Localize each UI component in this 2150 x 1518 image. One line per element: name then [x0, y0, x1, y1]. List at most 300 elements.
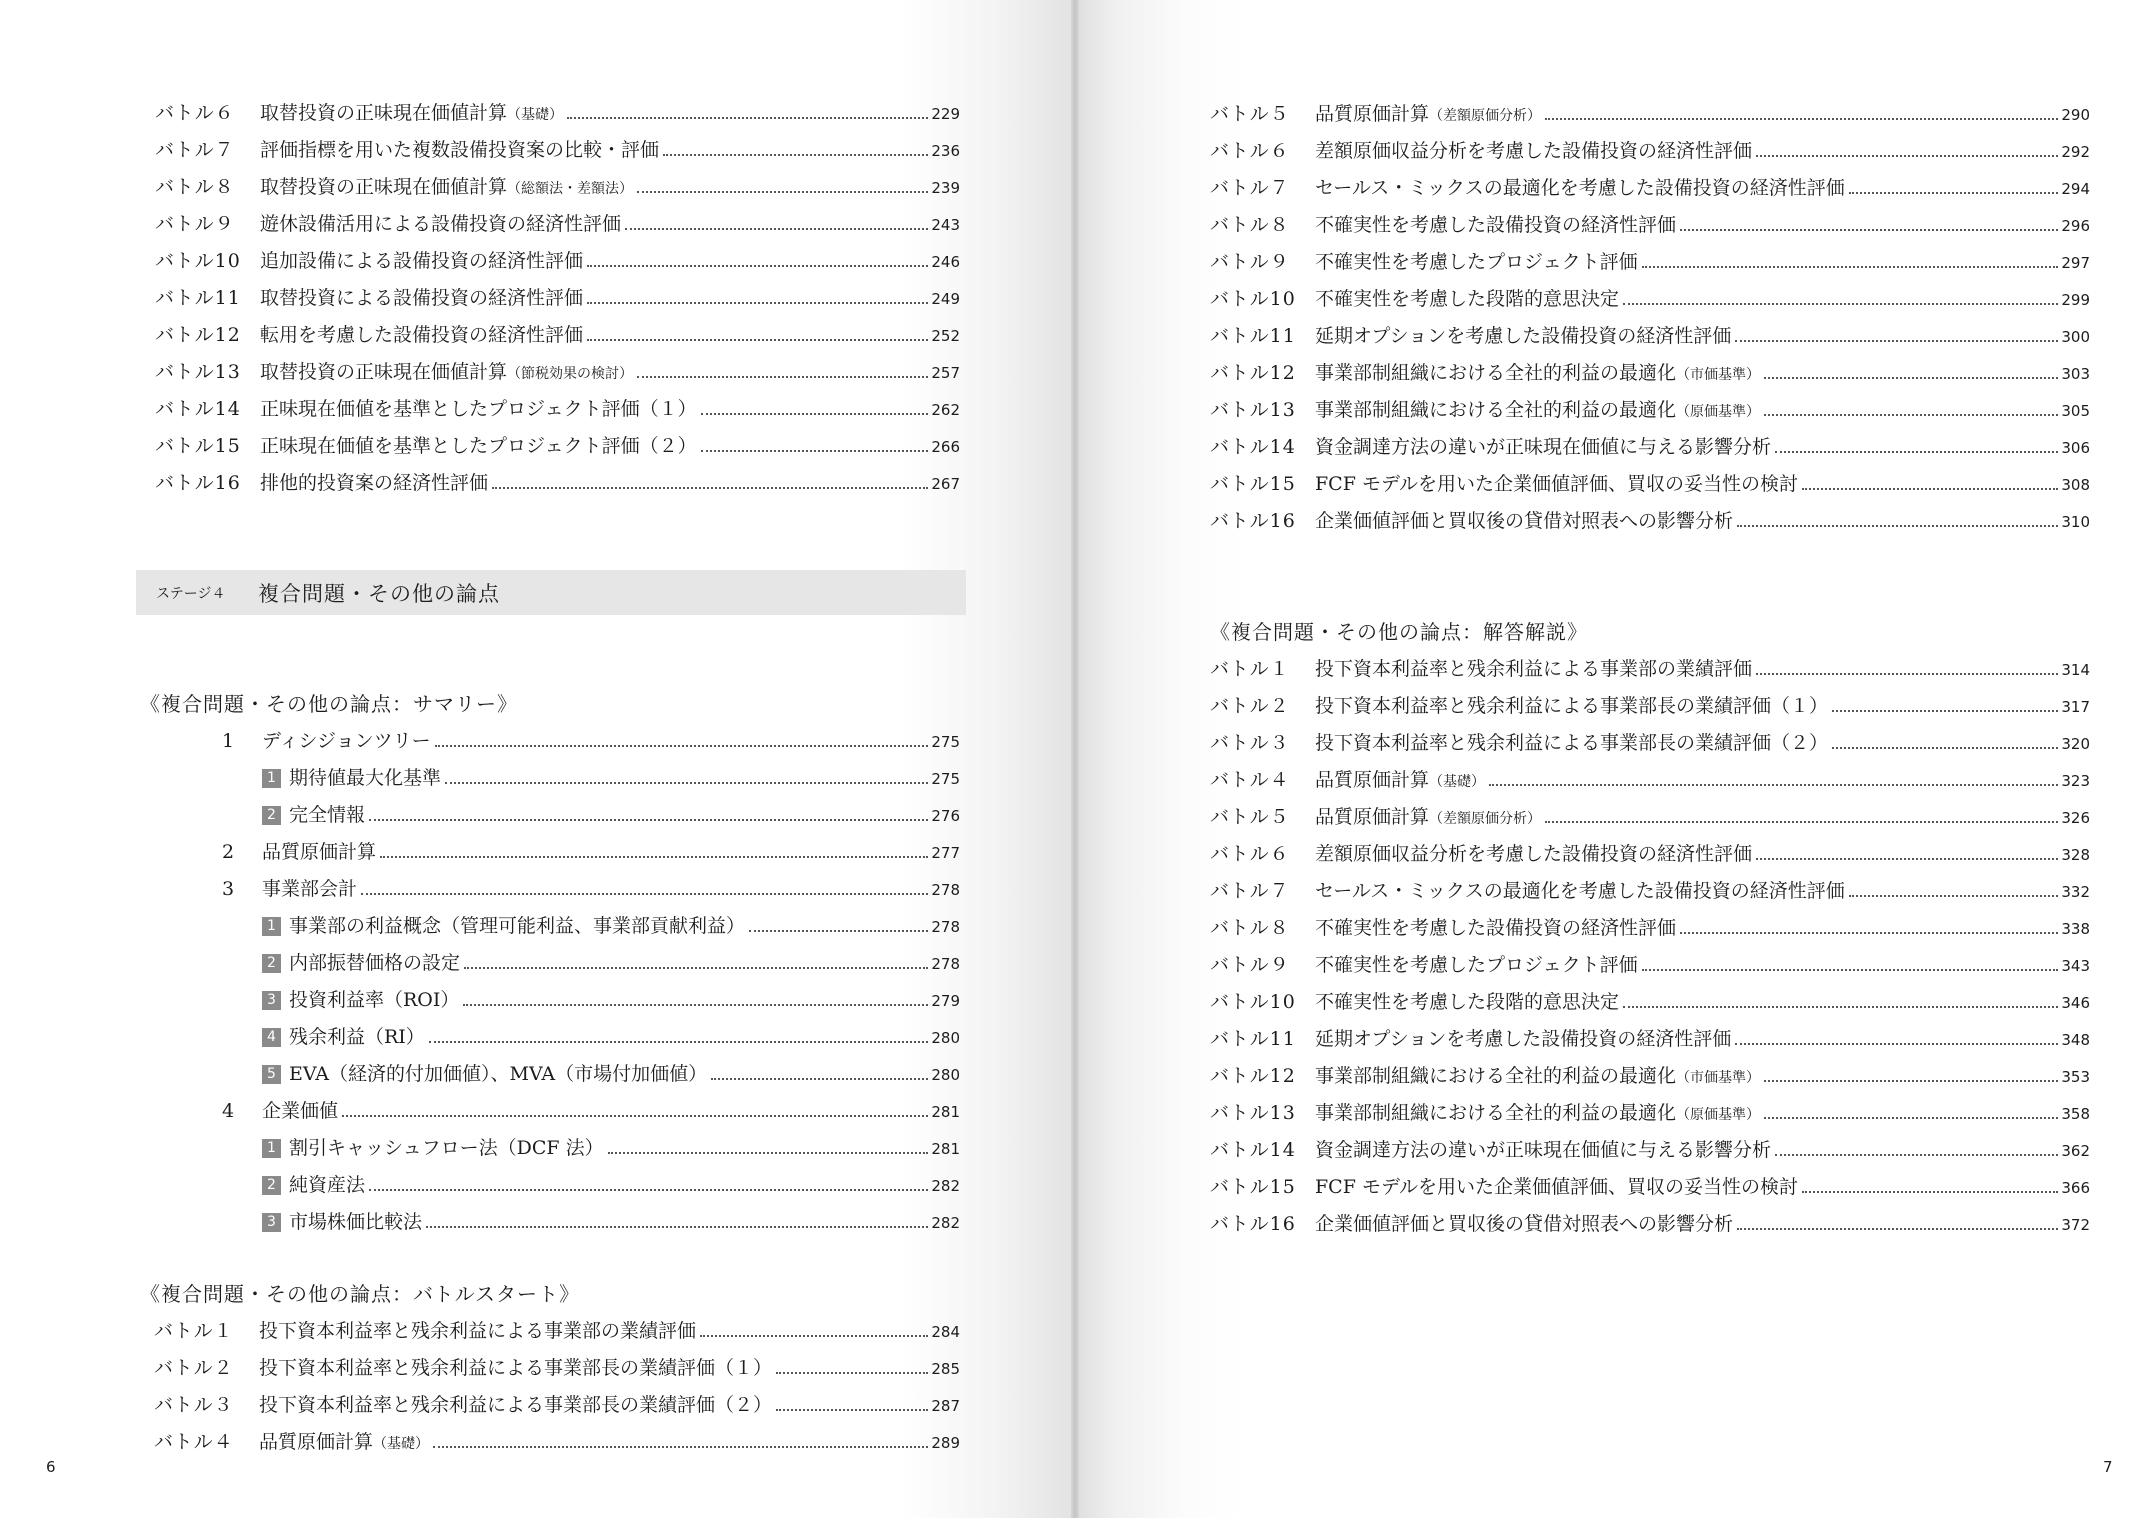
dot-leader: [1764, 1117, 2058, 1119]
section-number: 4: [222, 1100, 235, 1122]
page-ref: 310: [2061, 513, 2090, 531]
toc-battle-entry: [1210, 947, 2090, 984]
page-ref: 348: [2061, 1031, 2090, 1049]
dot-leader: [1737, 525, 2058, 527]
toc-battle-entry: [1210, 355, 2090, 392]
toc-summary-entry: [140, 760, 960, 797]
toc-battle-entry: [1210, 170, 2090, 207]
entry-title: [259, 1313, 696, 1350]
entry-title-text: 取替投資の正味現在価値計算: [260, 361, 508, 383]
entry-title: [1315, 96, 1541, 135]
dot-leader: [1764, 377, 2058, 379]
page-ref: 289: [931, 1434, 960, 1452]
dot-leader: [701, 413, 929, 415]
toc-battle-entry: [1210, 1132, 2090, 1169]
subsection-number-badge: 1: [262, 917, 281, 936]
page-number-left: 6: [46, 1458, 56, 1476]
dot-leader: [492, 487, 928, 489]
answers-list: [1210, 651, 2090, 1243]
page-ref: 239: [931, 179, 960, 197]
entry-title: [260, 280, 583, 317]
page-ref: 366: [2061, 1179, 2090, 1197]
entry-note: （基礎）: [1429, 774, 1486, 790]
entry-title: [1315, 429, 1771, 466]
page-ref: 277: [931, 844, 960, 862]
page-ref: 326: [2061, 809, 2090, 827]
entry-title: [1315, 170, 1845, 207]
toc-summary-entry: [140, 1167, 960, 1204]
toc-battle-entry: [155, 317, 960, 354]
page-ref: 308: [2061, 476, 2090, 494]
toc-summary-entry: [140, 1204, 960, 1241]
dot-leader: [587, 265, 928, 267]
page-ref: 299: [2061, 291, 2090, 309]
battle-start-list: [140, 1313, 960, 1461]
page-ref: 252: [931, 327, 960, 345]
toc-battle-entry: [155, 95, 960, 132]
dot-leader: [1849, 192, 2059, 194]
toc-battle-entry: [1210, 466, 2090, 503]
entry-title-text: 不確実性を考慮した設備投資の経済性評価: [1315, 214, 1677, 236]
dot-leader: [637, 191, 928, 193]
entry-title: [260, 206, 621, 243]
battle-label: バトル８: [1210, 917, 1290, 939]
page-ref: 353: [2061, 1068, 2090, 1086]
subsection-number-badge: 4: [262, 1028, 281, 1047]
toc-battle-entry: [1210, 910, 2090, 947]
battle-label: バトル11: [1210, 325, 1296, 347]
entry-note: （市価基準）: [1676, 1070, 1761, 1086]
entry-title-text: 差額原価収益分析を考慮した設備投資の経済性評価: [1315, 140, 1753, 162]
page-ref: 358: [2061, 1105, 2090, 1123]
dot-leader: [369, 819, 928, 821]
entry-title: 品質原価計算: [262, 841, 377, 863]
entry-title-text: 取替投資の正味現在価値計算: [260, 102, 508, 124]
subsection-number-badge: 3: [262, 1213, 281, 1232]
entry-title-text: 企業価値評価と買収後の貸借対照表への影響分析: [1315, 510, 1734, 532]
entry-title: [1315, 207, 1676, 244]
entry-title: [1315, 688, 1828, 725]
entry-title-text: 取替投資の正味現在価値計算: [260, 176, 508, 198]
subsection-number-badge: 2: [262, 954, 281, 973]
toc-battle-entry: [155, 280, 960, 317]
entry-title-text: セールス・ミックスの最適化を考慮した設備投資の経済性評価: [1315, 177, 1845, 199]
entry-title: 企業価値: [262, 1100, 339, 1122]
dot-leader: [1735, 340, 2058, 342]
battle-label: バトル15: [1210, 1176, 1296, 1198]
entry-title: [1315, 799, 1541, 838]
toc-battle-entry: [155, 206, 960, 243]
entry-title-text: 延期オプションを考慮した設備投資の経済性評価: [1315, 325, 1732, 347]
entry-title-text: 正味現在価値を基準としたプロジェクト評価（１）: [260, 398, 697, 420]
subsection-number-badge: 1: [262, 1139, 281, 1158]
toc-battle-entry: [155, 243, 960, 280]
dot-leader: [361, 893, 928, 895]
battle-label: バトル４: [154, 1431, 234, 1453]
dot-leader: [663, 154, 928, 156]
entry-title: [1315, 244, 1638, 281]
dot-leader: [567, 117, 928, 119]
page-ref: 266: [931, 438, 960, 456]
entry-title-text: 品質原価計算: [259, 1431, 374, 1453]
dot-leader: [1489, 784, 2058, 786]
right-battle-list: [1210, 96, 2090, 540]
battle-label: バトル７: [1210, 880, 1290, 902]
stage-title: 複合問題・その他の論点: [258, 581, 500, 606]
dot-leader: [380, 856, 928, 858]
subsection-number-badge: 2: [262, 806, 281, 825]
page-ref: 281: [931, 1140, 960, 1158]
answers-heading: 《複合問題・その他の論点：解答解説》: [1210, 620, 1588, 644]
battle-label: バトル６: [155, 102, 235, 124]
toc-battle-entry: [1210, 1021, 2090, 1058]
page-ref: 280: [931, 1029, 960, 1047]
toc-summary-entry: [140, 834, 960, 871]
entry-title-text: 事業部制組織における全社的利益の最適化: [1315, 1065, 1677, 1087]
dot-leader: [608, 1152, 929, 1154]
page-ref: 275: [931, 733, 960, 751]
page-ref: 346: [2061, 994, 2090, 1012]
toc-battle-entry: [140, 1350, 960, 1387]
page-ref: 305: [2061, 402, 2090, 420]
toc-summary-entry: [140, 1093, 960, 1130]
toc-battle-entry: [155, 354, 960, 391]
toc-battle-entry: [1210, 725, 2090, 762]
toc-battle-entry: [1210, 392, 2090, 429]
page-ref: 267: [931, 475, 960, 493]
battle-label: バトル２: [154, 1357, 234, 1379]
entry-title-text: 投下資本利益率と残余利益による事業部の業績評価: [259, 1320, 697, 1342]
entry-title-text: 排他的投資案の経済性評価: [260, 472, 489, 494]
entry-title: 期待値最大化基準: [289, 767, 442, 789]
dot-leader: [342, 1115, 928, 1117]
toc-battle-entry: [1210, 429, 2090, 466]
entry-title: [1315, 318, 1731, 355]
battle-label: バトル６: [1210, 843, 1290, 865]
toc-battle-entry: [1210, 688, 2090, 725]
entry-title: [1315, 947, 1638, 984]
toc-summary-entry: [140, 1056, 960, 1093]
toc-summary-entry: [140, 797, 960, 834]
page-ref: 229: [931, 105, 960, 123]
entry-title-text: 差額原価収益分析を考慮した設備投資の経済性評価: [1315, 843, 1753, 865]
entry-title: 事業部の利益概念（管理可能利益、事業部貢献利益）: [289, 915, 746, 937]
battle-label: バトル10: [1210, 288, 1296, 310]
entry-title-text: 不確実性を考慮した段階的意思決定: [1315, 991, 1620, 1013]
page-ref: 317: [2061, 698, 2090, 716]
book-gutter: [1071, 0, 1079, 1518]
entry-title: [1315, 355, 1760, 394]
entry-title: [1315, 503, 1733, 540]
toc-summary-entry: [140, 982, 960, 1019]
toc-summary-entry: [140, 945, 960, 982]
entry-title-text: 品質原価計算: [1315, 769, 1430, 791]
section-number: 3: [222, 878, 235, 900]
toc-battle-entry: [1210, 799, 2090, 836]
entry-title: [260, 169, 633, 208]
page-ref: 257: [931, 364, 960, 382]
page-ref: 372: [2061, 1216, 2090, 1234]
page-ref: 285: [931, 1360, 960, 1378]
page-ref: 332: [2061, 883, 2090, 901]
battle-label: バトル12: [155, 324, 241, 346]
dot-leader: [711, 1078, 928, 1080]
entry-note: （差額原価分析）: [1429, 108, 1542, 124]
battle-label: バトル15: [155, 435, 241, 457]
battle-label: バトル16: [1210, 1213, 1296, 1235]
entry-title: [1315, 910, 1676, 947]
dot-leader: [700, 1335, 928, 1337]
page-ref: 284: [931, 1323, 960, 1341]
page-ref: 278: [931, 918, 960, 936]
entry-title: [260, 243, 583, 280]
entry-note: （原価基準）: [1676, 404, 1761, 420]
dot-leader: [587, 302, 928, 304]
battle-label: バトル16: [1210, 510, 1296, 532]
dot-leader: [701, 450, 929, 452]
page-number-right: 7: [2103, 1458, 2113, 1476]
dot-leader: [433, 1446, 928, 1448]
toc-battle-entry: [155, 169, 960, 206]
battle-label: バトル４: [1210, 769, 1290, 791]
toc-summary-entry: [140, 908, 960, 945]
toc-battle-entry: [140, 1313, 960, 1350]
battle-label: バトル11: [155, 287, 241, 309]
battle-label: バトル14: [1210, 1139, 1296, 1161]
battle-label: バトル13: [1210, 1102, 1296, 1124]
summary-heading: 《複合問題・その他の論点：サマリー》: [140, 692, 518, 716]
battle-label: バトル13: [1210, 399, 1296, 421]
battle-label: バトル14: [1210, 436, 1296, 458]
page-ref: 300: [2061, 328, 2090, 346]
dot-leader: [1642, 969, 2059, 971]
dot-leader: [1832, 710, 2058, 712]
page-ref: 275: [931, 770, 960, 788]
entry-title: [1315, 1169, 1798, 1206]
dot-leader: [1775, 1154, 2058, 1156]
battle-label: バトル14: [155, 398, 241, 420]
battle-label: バトル７: [155, 139, 235, 161]
entry-title-text: 品質原価計算: [1315, 103, 1430, 125]
entry-note: （総額法・差額法）: [507, 181, 634, 197]
dot-leader: [749, 930, 928, 932]
toc-battle-entry: [1210, 762, 2090, 799]
dot-leader: [1737, 1228, 2058, 1230]
subsection-number-badge: 5: [262, 1065, 281, 1084]
dot-leader: [1756, 858, 2058, 860]
battle-label: バトル７: [1210, 177, 1290, 199]
entry-title-text: 転用を考慮した設備投資の経済性評価: [260, 324, 584, 346]
entry-note: （差額原価分析）: [1429, 811, 1542, 827]
entry-title: EVA（経済的付加価値）、MVA（市場付加価値）: [289, 1063, 708, 1085]
entry-note: （節税効果の検討）: [507, 366, 634, 382]
dot-leader: [1764, 1080, 2058, 1082]
stage-label: ステージ４: [156, 585, 226, 602]
summary-list: [140, 723, 960, 1241]
entry-title: 完全情報: [289, 804, 366, 826]
toc-battle-entry: [1210, 503, 2090, 540]
page-ref: 314: [2061, 661, 2090, 679]
toc-battle-entry: [155, 132, 960, 169]
toc-battle-entry: [1210, 318, 2090, 355]
entry-title: 内部振替価格の設定: [289, 952, 461, 974]
dot-leader: [464, 967, 928, 969]
entry-title-text: FCF モデルを用いた企業価値評価、買収の妥当性の検討: [1315, 473, 1798, 495]
dot-leader: [587, 339, 928, 341]
section-number: 2: [222, 841, 235, 863]
page-ref: 281: [931, 1103, 960, 1121]
battle-label: バトル３: [154, 1394, 234, 1416]
entry-title-text: 品質原価計算: [1315, 806, 1430, 828]
toc-battle-entry: [1210, 96, 2090, 133]
toc-battle-entry: [155, 391, 960, 428]
entry-title: [1315, 1021, 1731, 1058]
entry-title: [1315, 1095, 1760, 1134]
answers-section: [1210, 614, 2090, 1243]
battle-label: バトル16: [155, 472, 241, 494]
dot-leader: [1623, 303, 2058, 305]
dot-leader: [1545, 118, 2058, 120]
summary-section: [140, 686, 960, 1241]
battle-label: バトル５: [1210, 806, 1290, 828]
toc-battle-entry: [155, 465, 960, 502]
battle-label: バトル８: [155, 176, 235, 198]
dot-leader: [1802, 488, 2058, 490]
battle-start-section: [140, 1276, 960, 1461]
entry-title-text: 事業部制組織における全社的利益の最適化: [1315, 362, 1677, 384]
battle-label: バトル１: [154, 1320, 234, 1342]
dot-leader: [445, 782, 928, 784]
battle-label: バトル３: [1210, 732, 1290, 754]
section-number: 1: [222, 730, 235, 752]
entry-title: [260, 132, 659, 169]
subsection-number-badge: 3: [262, 991, 281, 1010]
entry-title-text: 評価指標を用いた複数設備投資案の比較・評価: [260, 139, 660, 161]
entry-title-text: 投下資本利益率と残余利益による事業部長の業績評価（２）: [259, 1394, 773, 1416]
toc-battle-entry: [1210, 651, 2090, 688]
battle-label: バトル９: [155, 213, 235, 235]
battle-start-heading: 《複合問題・その他の論点：バトルスタート》: [140, 1282, 580, 1306]
entry-note: （原価基準）: [1676, 1107, 1761, 1123]
entry-note: （市価基準）: [1676, 367, 1761, 383]
entry-title: ディシジョンツリー: [262, 730, 431, 752]
battle-label: バトル13: [155, 361, 241, 383]
battle-label: バトル９: [1210, 251, 1290, 273]
entry-title-text: 不確実性を考慮した段階的意思決定: [1315, 288, 1620, 310]
toc-battle-entry: [1210, 984, 2090, 1021]
dot-leader: [369, 1189, 928, 1191]
page-ref: 328: [2061, 846, 2090, 864]
page-ref: 243: [931, 216, 960, 234]
dot-leader: [1623, 1006, 2058, 1008]
dot-leader: [435, 745, 929, 747]
page-ref: 303: [2061, 365, 2090, 383]
right-page: [1075, 0, 2150, 1518]
entry-title: [1315, 1132, 1771, 1169]
subsection-number-badge: 2: [262, 1176, 281, 1195]
page-ref: 290: [2061, 106, 2090, 124]
page-ref: 279: [931, 992, 960, 1010]
battle-label: バトル12: [1210, 1065, 1296, 1087]
entry-title-text: 不確実性を考慮した設備投資の経済性評価: [1315, 917, 1677, 939]
page-ref: 306: [2061, 439, 2090, 457]
entry-title-text: 事業部制組織における全社的利益の最適化: [1315, 399, 1677, 421]
entry-title: [259, 1424, 429, 1463]
page-ref: 262: [931, 401, 960, 419]
entry-title-text: 追加設備による設備投資の経済性評価: [260, 250, 584, 272]
toc-battle-entry: [155, 428, 960, 465]
dot-leader: [1775, 451, 2058, 453]
battle-label: バトル11: [1210, 1028, 1296, 1050]
subsection-number-badge: 1: [262, 769, 281, 788]
entry-title-text: 延期オプションを考慮した設備投資の経済性評価: [1315, 1028, 1732, 1050]
battle-label: バトル９: [1210, 954, 1290, 976]
dot-leader: [1680, 229, 2058, 231]
entry-title-text: 投下資本利益率と残余利益による事業部長の業績評価（１）: [259, 1357, 773, 1379]
dot-leader: [1756, 673, 2058, 675]
dot-leader: [1735, 1043, 2058, 1045]
toc-summary-entry: [140, 1019, 960, 1056]
page-ref: 278: [931, 955, 960, 973]
toc-battle-entry: [1210, 1095, 2090, 1132]
toc-battle-entry: [1210, 281, 2090, 318]
toc-battle-entry: [1210, 873, 2090, 910]
toc-battle-entry: [1210, 1206, 2090, 1243]
entry-note: （基礎）: [507, 107, 564, 123]
page-ref: 246: [931, 253, 960, 271]
page-ref: 282: [931, 1177, 960, 1195]
dot-leader: [1545, 821, 2058, 823]
page-ref: 343: [2061, 957, 2090, 975]
entry-title: [260, 317, 583, 354]
entry-title: [259, 1350, 772, 1387]
page-ref: 278: [931, 881, 960, 899]
page-ref: 280: [931, 1066, 960, 1084]
entry-title-text: 企業価値評価と買収後の貸借対照表への影響分析: [1315, 1213, 1734, 1235]
dot-leader: [1764, 414, 2058, 416]
page-ref: 320: [2061, 735, 2090, 753]
entry-title: [1315, 725, 1828, 762]
entry-title-text: 事業部制組織における全社的利益の最適化: [1315, 1102, 1677, 1124]
page-ref: 338: [2061, 920, 2090, 938]
toc-summary-entry: [140, 871, 960, 908]
entry-title: [260, 465, 488, 502]
battle-label: バトル12: [1210, 362, 1296, 384]
entry-title: [1315, 133, 1752, 170]
toc-battle-entry: [1210, 1169, 2090, 1206]
page-ref: 297: [2061, 254, 2090, 272]
dot-leader: [1849, 895, 2059, 897]
entry-title-text: 不確実性を考慮したプロジェクト評価: [1315, 251, 1638, 273]
toc-battle-entry: [1210, 1058, 2090, 1095]
page-ref: 294: [2061, 180, 2090, 198]
toc-battle-entry: [140, 1387, 960, 1424]
toc-battle-entry: [1210, 836, 2090, 873]
entry-title: [1315, 836, 1752, 873]
dot-leader: [625, 228, 928, 230]
toc-summary-entry: [140, 723, 960, 760]
entry-title: [260, 95, 563, 134]
battle-label: バトル８: [1210, 214, 1290, 236]
entry-title-text: 資金調達方法の違いが正味現在価値に与える影響分析: [1315, 1139, 1772, 1161]
entry-title: [1315, 392, 1760, 431]
entry-title-text: FCF モデルを用いた企業価値評価、買収の妥当性の検討: [1315, 1176, 1798, 1198]
entry-title: 残余利益（RI）: [289, 1026, 425, 1048]
entry-title-text: 不確実性を考慮したプロジェクト評価: [1315, 954, 1638, 976]
entry-title: [1315, 466, 1798, 503]
dot-leader: [1802, 1191, 2058, 1193]
toc-battle-entry: [1210, 207, 2090, 244]
